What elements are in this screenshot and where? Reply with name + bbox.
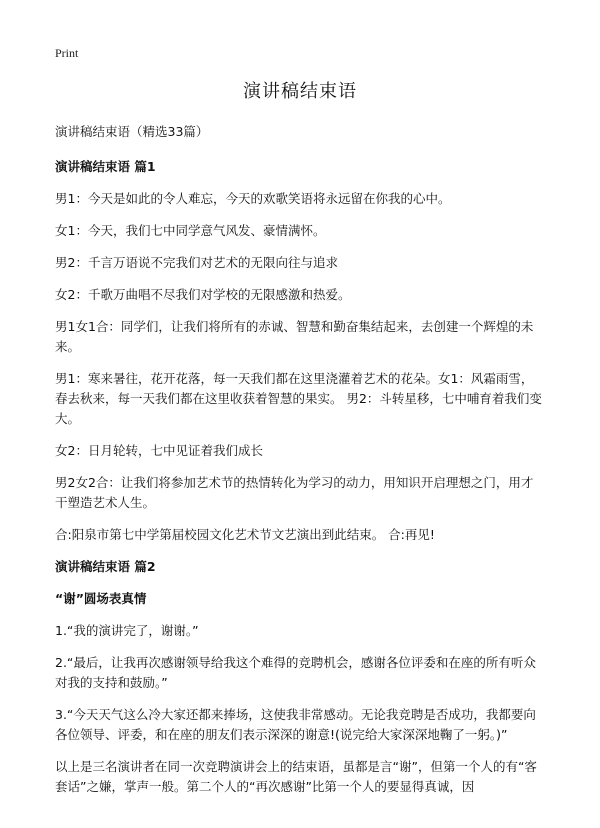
print-label: Print [55,46,79,60]
paragraph: 以上是三名演讲者在同一次竞聘演讲会上的结束语，虽都是言“谢”，但第一个人的有“客套话”之嫌，掌声一般。第二个人的“再次感谢”比第一个人的要显得真诚，因 [55,759,537,794]
paragraph: 男1：寒来暑往，花开花落，每一天我们都在这里浇灌着艺术的花朵。女1：风霜雨雪，春去秋来，每一天我们都在这里收获着智慧的果实。 男2：斗转星移，七中哺育着我们变大。 [55,371,542,426]
paragraph: 3.“今天天气这么冷大家还都来捧场，这使我非常感动。无论我竞聘是否成功，我都要向各位领导、评委，和在座的朋友们表示深深的谢意!(说完给大家深深地鞠了一躬。)” [55,707,536,742]
paragraph: 2.“最后，让我再次感谢领导给我这个难得的竞聘机会，感谢各位评委和在座的所有听众对我的支持和鼓励。” [55,655,536,690]
paragraph: 女2：千歌万曲唱不尽我们对学校的无限感激和热爱。 [55,287,351,302]
section-subheading: “谢”圆场表真情 [55,591,147,606]
section-heading-1: 演讲稿结束语 篇1 [55,159,156,174]
paragraph: 合:阳泉市第七中学第届校园文化艺术节文艺演出到此结束。 合:再见! [55,527,435,542]
paragraph: 1.“我的演讲完了，谢谢。” [55,623,199,638]
paragraph: 男2女2合：让我们将参加艺术节的热情转化为学习的动力，用知识开启理想之门，用才干塑造艺术人生。 [55,475,534,510]
paragraph: 男2：千言万语说不完我们对艺术的无限向往与追求 [55,255,338,270]
paragraph: 男1：今天是如此的令人难忘，今天的欢歌笑语将永远留在你我的心中。 [55,191,451,206]
document-subtitle: 演讲稿结束语（精选33篇） [55,124,209,139]
paragraph: 女2：日月轮转，七中见证着我们成长 [55,443,263,458]
section-heading-2: 演讲稿结束语 篇2 [55,559,156,574]
paragraph: 男1女1合：同学们，让我们将所有的赤诚、智慧和勤奋集结起来，去创建一个辉煌的未来。 [55,319,534,354]
paragraph: 女1：今天，我们七中同学意气风发、豪情满怀。 [55,223,326,238]
document-title: 演讲稿结束语 [243,81,357,102]
